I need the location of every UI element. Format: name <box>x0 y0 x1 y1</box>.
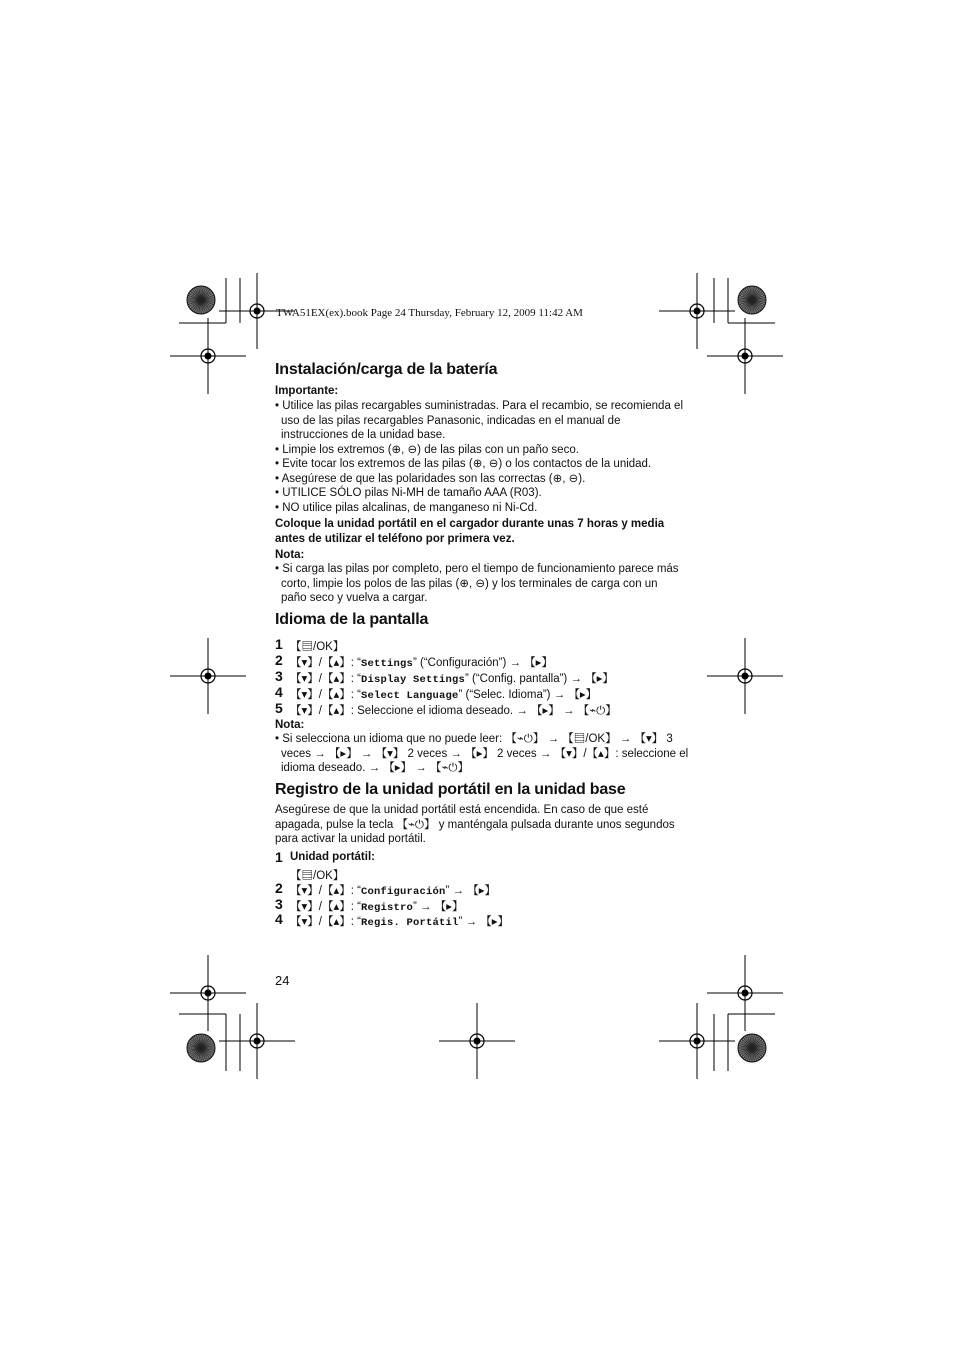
language-step-2 <box>290 654 553 670</box>
step-text-tail: ” (“Configuración”) → 【▸】 <box>412 657 553 669</box>
importante-label: Importante: <box>275 385 339 397</box>
nota1-line-1: • Si carga las pilas por completo, pero el tiempo de funcionamiento parece más <box>275 562 679 577</box>
nota-label-1: Nota: <box>275 549 305 561</box>
display-item: Select Language <box>360 690 459 702</box>
step-text-tail: ” → 【▸】 <box>412 900 464 913</box>
language-step-number: 2 <box>275 652 283 668</box>
bullet-5-line-1: • UTILICE SÓLO pilas Ni-MH de tamaño AAA (R03). <box>275 486 542 501</box>
nota1-line-3: paño seco y vuelva a cargar. <box>281 592 428 604</box>
section-title-battery: Instalación/carga de la batería <box>275 361 498 378</box>
nota2-line-3: idioma deseado. → 【▸】 → 【⌁⏻】 <box>281 762 469 774</box>
bullet-3-line-1: • Evite tocar los extremos de las pilas (⊕, ⊖) o los contactos de la unidad. <box>275 457 651 472</box>
step-text-tail: ” → 【▸】 <box>445 885 496 897</box>
language-step-3 <box>290 670 614 686</box>
registration-step-number: 2 <box>275 880 283 896</box>
display-item: Display Settings <box>360 674 465 686</box>
display-item: Regis. Portátil <box>360 917 459 929</box>
step-text-tail: ” (“Selec. Idioma”) → 【▸】 <box>458 689 598 701</box>
step-text: 【▾】/【▴】: “ <box>290 673 361 685</box>
bullet-1-line-1: • Utilice las pilas recargables suministradas. Para el recambio, se recomienda el <box>275 399 683 414</box>
registration-step-number: 3 <box>275 895 283 912</box>
step-text: Unidad portátil: <box>290 851 375 863</box>
language-step-number: 5 <box>275 700 283 716</box>
step-text: 【▾】/【▴】: “ <box>290 689 361 701</box>
language-step-5 <box>290 702 617 718</box>
language-step-number: 3 <box>275 668 283 684</box>
step-text: 【▾】/【▴】: “ <box>290 900 361 913</box>
language-step-4 <box>290 686 597 702</box>
file-header: TWA51EX(ex).book Page 24 Thursday, February 12, 2009 11:42 AM <box>276 307 583 319</box>
page-number: 24 <box>275 973 290 988</box>
language-step-number: 4 <box>275 684 283 700</box>
bullet-1-line-2: uso de las pilas recargables Panasonic, indicadas en el manual de <box>281 414 621 427</box>
intro-line-1: Asegúrese de que la unidad portátil está encendida. En caso de que esté <box>275 804 649 816</box>
step-text: 【▤/OK】 <box>290 869 345 882</box>
registration-step-number: 1 <box>275 849 283 865</box>
registration-step-number: 4 <box>275 911 283 927</box>
display-item: Registro <box>360 901 413 914</box>
registration-step-5 <box>290 913 509 929</box>
bullet-4-line-1: • Asegúrese de que las polaridades son las correctas (⊕, ⊖). <box>275 472 585 487</box>
display-item: Settings <box>360 658 413 670</box>
bullet-1-line-3: instrucciones de la unidad base. <box>281 429 446 441</box>
registration-step-1 <box>290 851 375 863</box>
bullet-2-line-1: • Limpie los extremos (⊕, ⊖) de las pilas con un paño seco. <box>275 443 579 458</box>
bold-note-line-2: antes de utilizar el teléfono por primera vez. <box>275 533 515 545</box>
step-text-tail: ” → 【▸】 <box>458 916 509 928</box>
step-text: 【▾】/【▴】: “ <box>290 885 361 897</box>
nota2-line-1: • Si selecciona un idioma que no puede leer: 【⌁⏻】 → 【▤/OK】 → 【▾】 3 <box>275 732 673 747</box>
language-step-number: 1 <box>275 636 283 652</box>
registration-step-4 <box>290 898 463 914</box>
step-text: 【▾】/【▴】: “ <box>290 916 361 928</box>
bold-note-line-1: Coloque la unidad portátil en el cargador durante unas 7 horas y media <box>275 518 665 530</box>
intro-line-3: para activar la unidad portátil. <box>275 833 426 845</box>
display-item: Configuración <box>360 886 446 898</box>
nota1-line-2: corto, limpie los polos de las pilas (⊕, ⊖) y los terminales de carga con un <box>281 578 658 590</box>
nota2-line-2: veces → 【▸】 → 【▾】 2 veces → 【▸】 2 veces → 【▾】/【▴】: seleccione el <box>281 748 689 760</box>
intro-line-2: apagada, pulse la tecla 【⌁⏻】 y manténgala pulsada durante unos segundos <box>275 819 675 831</box>
nota-label-2: Nota: <box>275 719 305 731</box>
section-title-registration: Registro de la unidad portátil en la unidad base <box>275 781 626 798</box>
registration-step-3 <box>290 882 496 898</box>
registration-step-2 <box>290 867 344 883</box>
section-title-language: Idioma de la pantalla <box>275 611 429 628</box>
step-text: 【▾】/【▴】: Seleccione el idioma deseado. → 【▸】 → 【⌁⏻】 <box>290 705 617 717</box>
bullet-6-line-1: • NO utilice pilas alcalinas, de manganeso ni Ni-Cd. <box>275 501 537 516</box>
step-text: 【▾】/【▴】: “ <box>290 657 361 669</box>
step-text-tail: ” (“Config. pantalla”) → 【▸】 <box>465 673 614 685</box>
step-text: 【▤/OK】 <box>290 641 345 653</box>
language-step-1 <box>290 638 344 654</box>
